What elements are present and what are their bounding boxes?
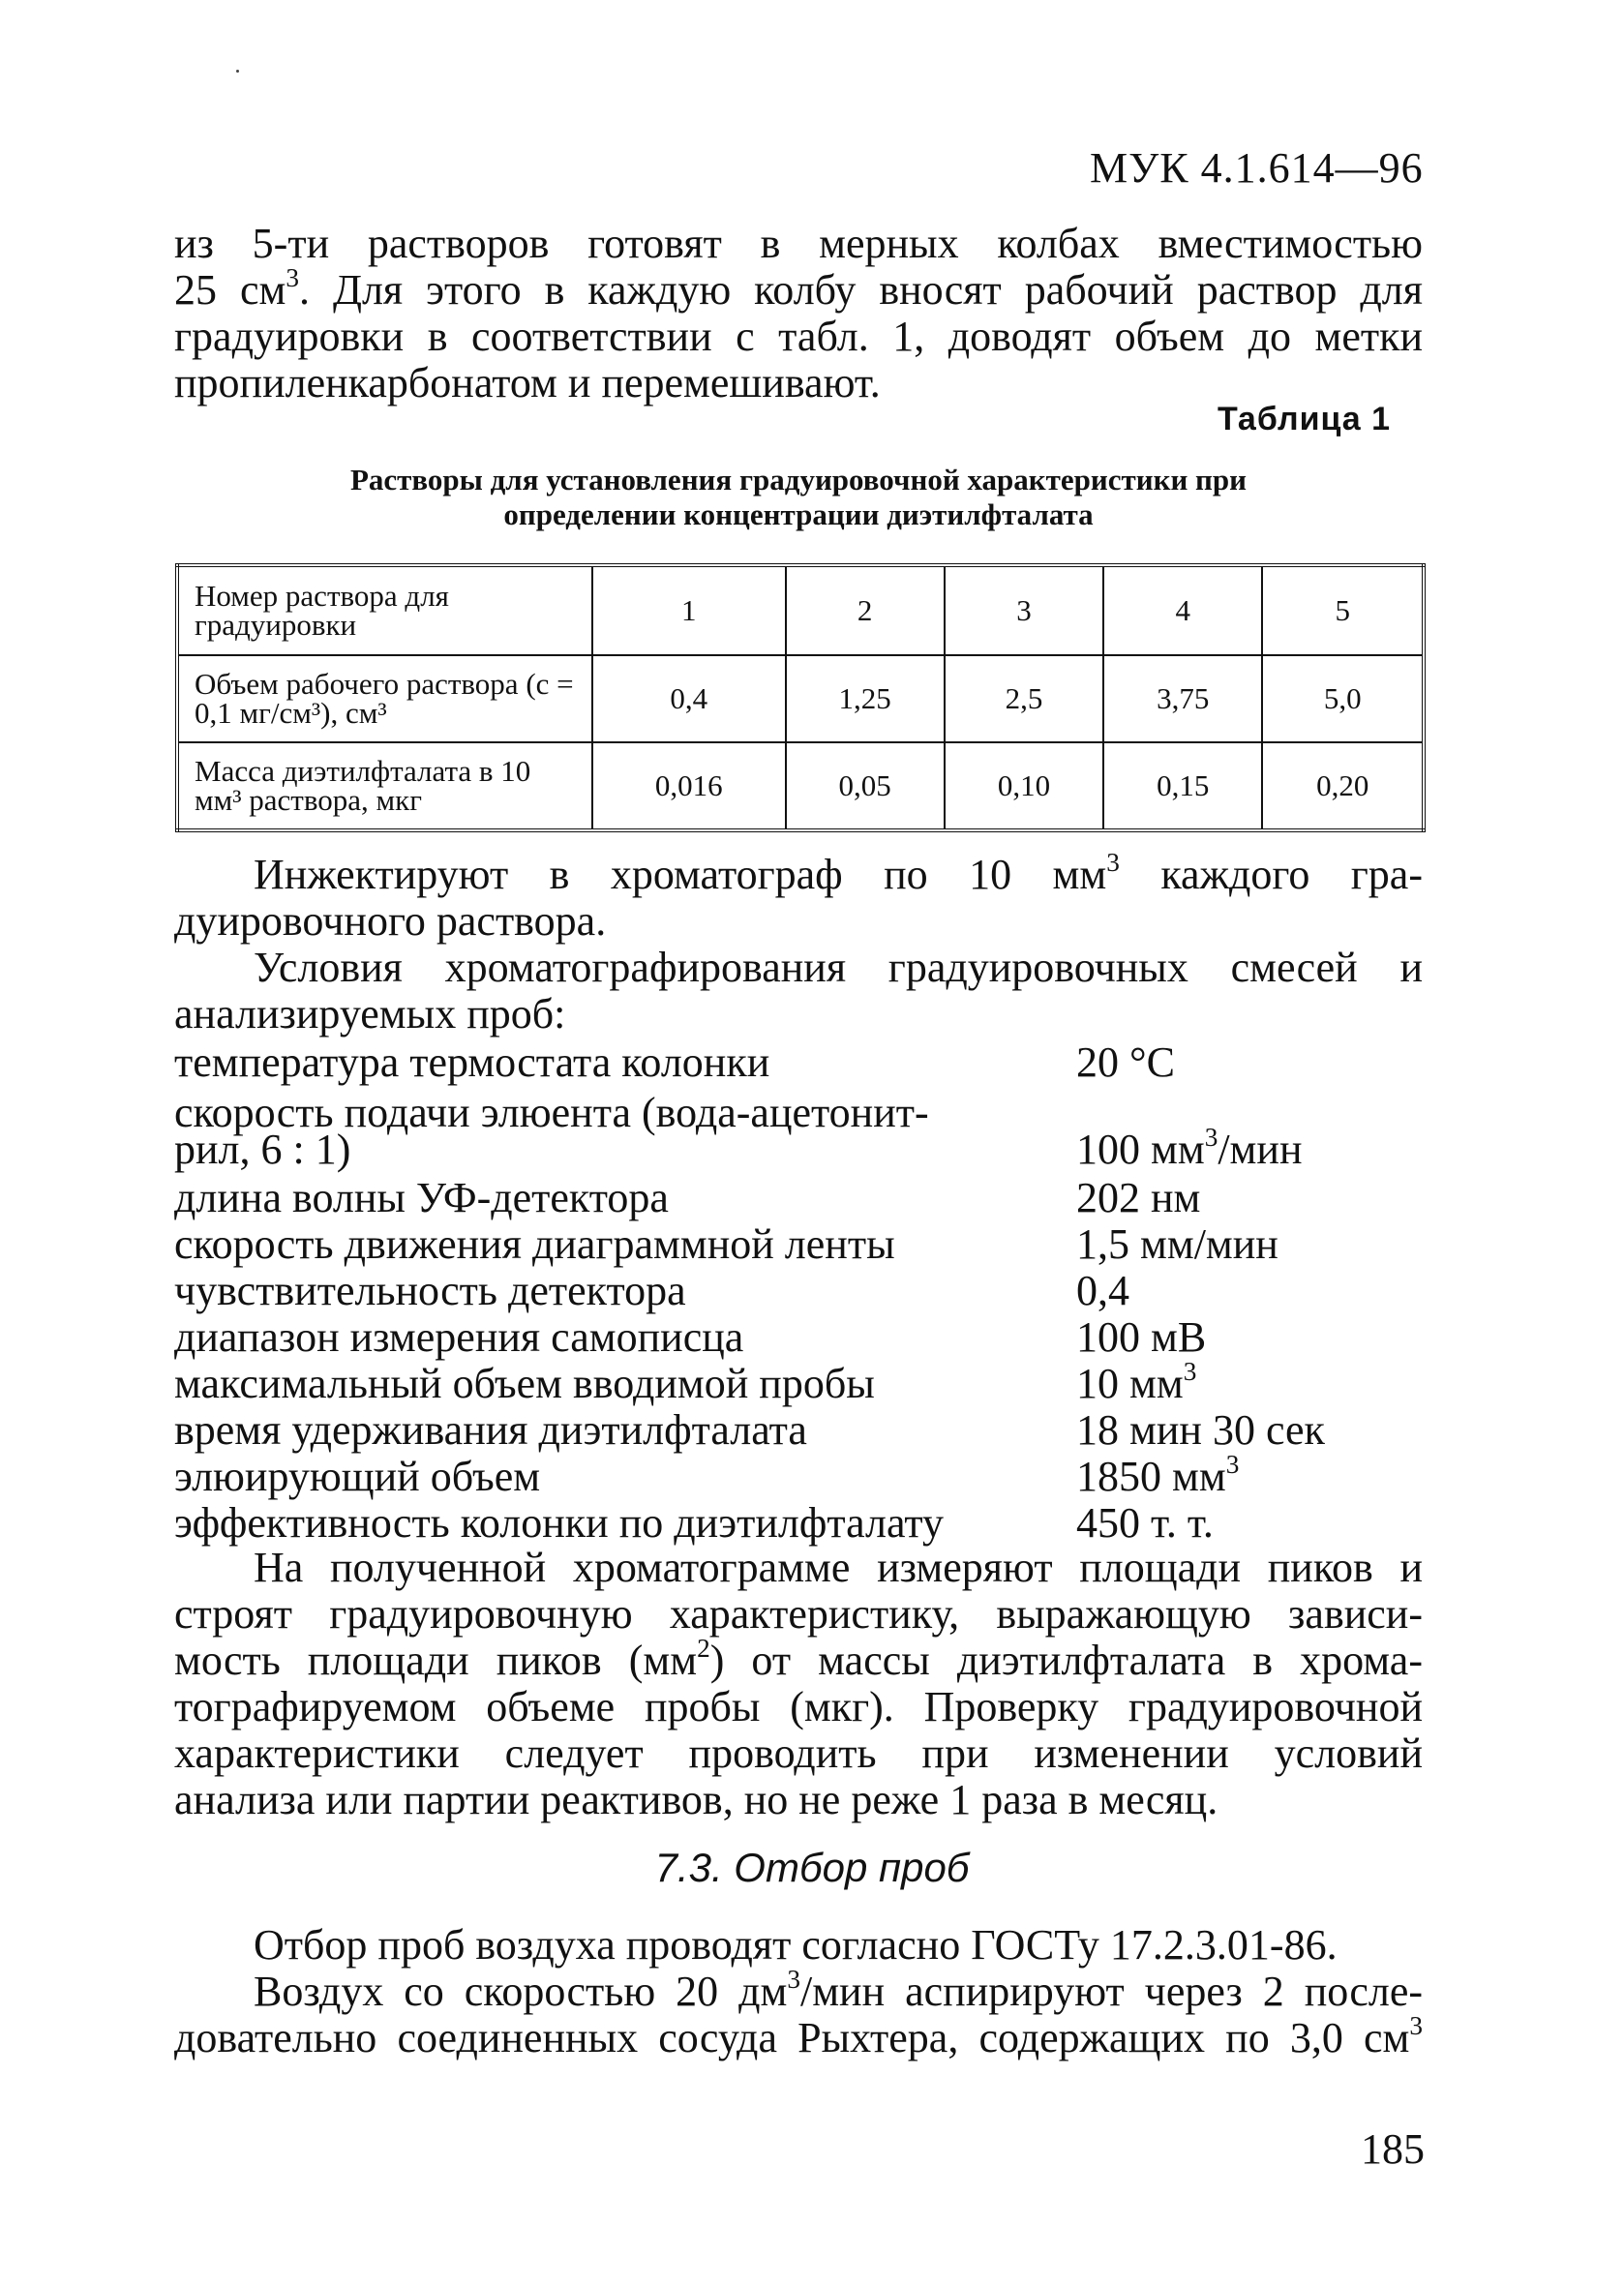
text-line: дуировочного раствора. bbox=[174, 897, 607, 945]
table-cell: 5,0 bbox=[1262, 655, 1424, 742]
table-cell: 2 bbox=[786, 565, 945, 655]
parameter-value: 10 $мм^3$ bbox=[1076, 1356, 1197, 1407]
parameter-name: рил, 6 : 1) bbox=[174, 1126, 351, 1173]
section-heading: 7.3. Отбор проб bbox=[654, 1845, 970, 1890]
table-header-row bbox=[177, 565, 1424, 655]
text-line: тографируемом объеме пробы (мкг). Проверку градуировочной bbox=[174, 1683, 1423, 1730]
text-line: анализа или партии реактивов, но не реже 1 раза в месяц. bbox=[174, 1776, 1218, 1823]
text-line: пропиленкарбонатом и перемешивают. bbox=[174, 359, 881, 406]
parameter-value: 100 $мм^3$/мин bbox=[1076, 1122, 1303, 1173]
table-label: Таблица 1 bbox=[1218, 401, 1392, 437]
parameter-value: 0,4 bbox=[1076, 1267, 1129, 1314]
text-line: 25 $см^3$. Для этого в каждую колбу вносят рабочий раствор для bbox=[174, 262, 1424, 314]
text-line: Отбор проб воздуха проводят согласно ГОСТу 17.2.3.01-86. bbox=[254, 1921, 1338, 1969]
text-line: градуировки в соответствии с табл. 1, доводят объем до метки bbox=[174, 313, 1423, 360]
parameter-value: 1,5 мм/мин bbox=[1076, 1220, 1278, 1268]
table-cell: 0,016 bbox=[592, 742, 786, 830]
parameter-name: чувствительность детектора bbox=[174, 1267, 686, 1314]
parameter-name: температура термостата колонки bbox=[174, 1038, 770, 1086]
parameter-value: 1850 $мм^3$ bbox=[1076, 1449, 1240, 1500]
table-cell: 0,15 bbox=[1103, 742, 1262, 830]
table-cell: 1 bbox=[592, 565, 786, 655]
table-cell: 0,4 bbox=[592, 655, 786, 742]
table-row bbox=[177, 655, 1424, 742]
table-row bbox=[177, 742, 1424, 830]
text-line: анализируемых проб: bbox=[174, 990, 566, 1038]
table-cell: 0,10 bbox=[945, 742, 1103, 830]
table-row-label: Объем рабочего раствора (с = 0,1 мг/см³), см³ bbox=[177, 655, 592, 742]
table-cell: 0,20 bbox=[1262, 742, 1424, 830]
document-code-header: МУК 4.1.614—96 bbox=[1090, 144, 1424, 192]
parameter-value: 20 °C bbox=[1076, 1038, 1175, 1086]
table-cell: 3,75 bbox=[1103, 655, 1262, 742]
parameter-name: диапазон измерения самописца bbox=[174, 1313, 744, 1361]
table-header-label: Номер раствора для градуировки bbox=[177, 565, 592, 655]
table-cell: 0,05 bbox=[786, 742, 945, 830]
parameter-name: элюирующий объем bbox=[174, 1453, 541, 1500]
table-cell: 1,25 bbox=[786, 655, 945, 742]
parameter-value: 100 мВ bbox=[1076, 1313, 1207, 1361]
table-row-label: Масса диэтилфталата в 10 мм³ раствора, мкг bbox=[177, 742, 592, 830]
text-line: Условия хроматографирования градуировочных смесей и bbox=[254, 944, 1423, 991]
parameter-name: время удерживания диэтилфталата bbox=[174, 1406, 807, 1454]
solutions-table bbox=[175, 563, 1426, 832]
text-line: строят градуировочную характеристику, выражающую зависи- bbox=[174, 1590, 1423, 1638]
parameter-name: скорость движения диаграммной ленты bbox=[174, 1220, 895, 1268]
page-number: 185 bbox=[1361, 2125, 1425, 2173]
table-caption-line: Растворы для установления градуировочной характеристики при bbox=[349, 463, 1248, 496]
parameter-name: длина волны УФ-детектора bbox=[174, 1174, 669, 1221]
text-line: Инжектируют в хроматограф по 10 $мм^3$ каждого гра- bbox=[254, 847, 1423, 898]
parameter-value: 450 т. т. bbox=[1076, 1499, 1214, 1547]
parameter-name: скорость подачи элюента (вода-ацетонит- bbox=[174, 1089, 929, 1136]
table-cell: 4 bbox=[1103, 565, 1262, 655]
table-cell: 2,5 bbox=[945, 655, 1103, 742]
parameter-value: 202 нм bbox=[1076, 1174, 1201, 1221]
text-line: довательно соединенных сосуда Рыхтера, содержащих по 3,0 $см^3$ bbox=[174, 2010, 1423, 2061]
text-line: На полученной хроматограмме измеряют площади пиков и bbox=[254, 1544, 1423, 1591]
text-line: из 5-ти растворов готовят в мерных колбах вместимостью bbox=[174, 220, 1423, 267]
parameter-name: максимальный объем вводимой пробы bbox=[174, 1360, 875, 1407]
parameter-name: эффективность колонки по диэтилфталату bbox=[174, 1499, 945, 1547]
text-line: характеристики следует проводить при изменении условий bbox=[174, 1730, 1423, 1777]
text-line: Воздух со скоростью 20 $дм^3$/мин аспирируют через 2 после- bbox=[254, 1964, 1423, 2015]
parameter-value: 18 мин 30 сек bbox=[1076, 1406, 1325, 1454]
table-caption-line: определении концентрации диэтилфталата bbox=[503, 497, 1094, 531]
scan-speck bbox=[236, 70, 239, 73]
table-cell: 3 bbox=[945, 565, 1103, 655]
table-cell: 5 bbox=[1262, 565, 1424, 655]
text-line: мость площади пиков $(мм^2)$ от массы диэтилфталата в хрома- bbox=[174, 1633, 1423, 1684]
